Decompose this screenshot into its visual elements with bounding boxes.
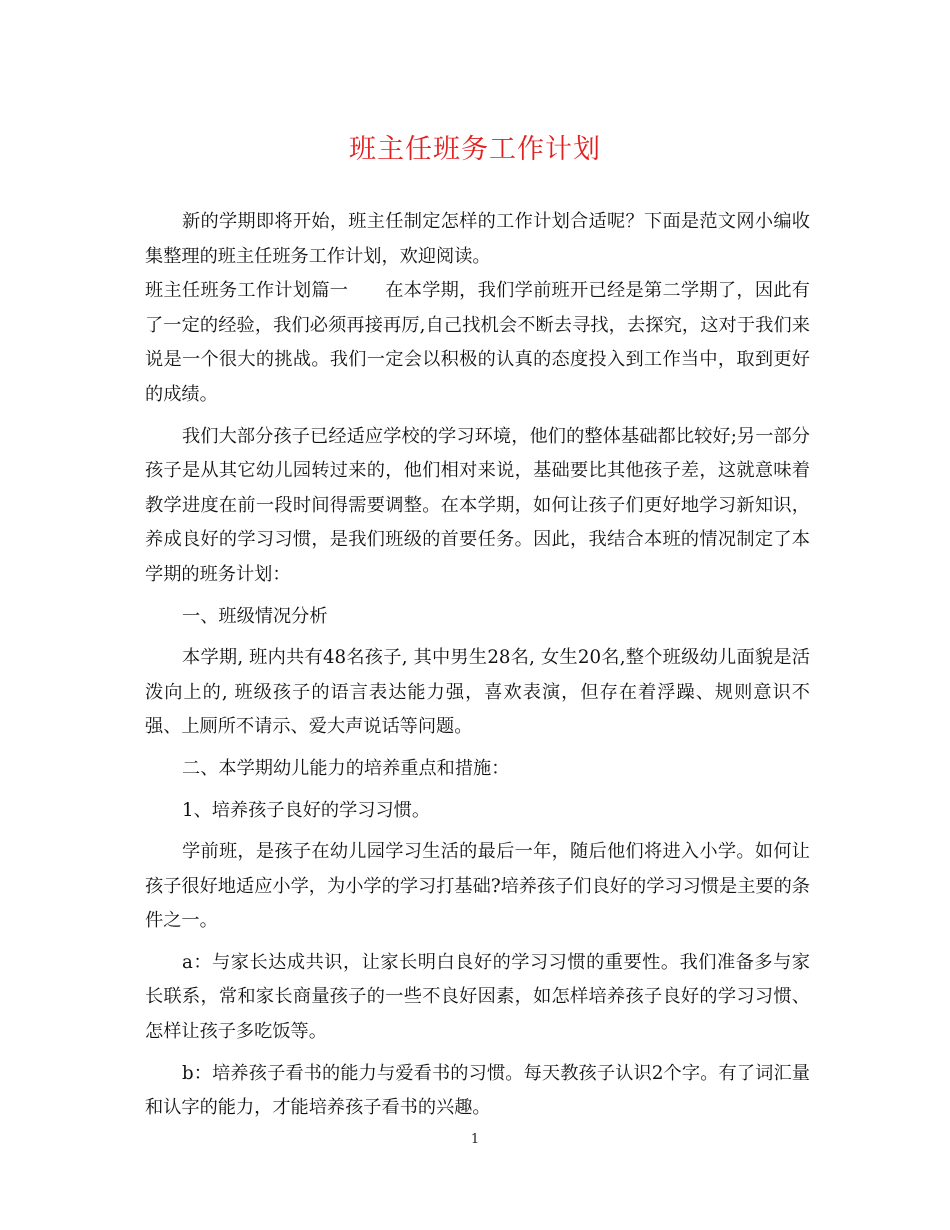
paragraph-measure-a: a：与家长达成共识，让家长明白良好的学习习惯的重要性。我们准备多与家长联系，常和家长商量孩子的一些不良好因素，如怎样培养孩子良好的学习习惯、怎样让孩子多吃饭等。: [145, 951, 810, 1043]
section-heading-class-analysis: 一、班级情况分析: [182, 605, 328, 627]
paragraph-measure-b: b：培养孩子看书的能力与爱看书的习惯。每天教孩子认识2个字。有了词汇量和认字的能力，才能培养孩子看书的兴趣。: [145, 1062, 810, 1119]
document-title: 班主任班务工作计划: [349, 134, 601, 165]
section-heading-ability-training: 二、本学期幼儿能力的培养重点和措施：: [182, 757, 510, 779]
document-body: [145, 205, 810, 1126]
paragraph-study-habits: 学前班，是孩子在幼儿园学习生活的最后一年，随后他们将进入小学。如何让孩子很好地适应小学，为小学的学习打基础?培养孩子们良好的学习习惯是主要的条件之一。: [145, 841, 810, 932]
paragraph-intro: 新的学期即将开始，班主任制定怎样的工作计划合适呢？下面是范文网小编收集整理的班主任班务工作计划，欢迎阅读。: [145, 211, 810, 267]
paragraph-class-analysis: 本学期, 班内共有48名孩子, 其中男生28名, 女生20名,整个班级幼儿面貌是活泼向上的, 班级孩子的语言表达能力强，喜欢表演，但存在着浮躁、规则意识不强、上厕所不请示、爱大声说话等问题。: [145, 647, 810, 738]
paragraph-plan-part-one: 班主任班务工作计划篇一 在本学期，我们学前班开已经是第二学期了，因此有了一定的经验，我们必须再接再厉,自己找机会不断去寻找，去探究，这对于我们来说是一个很大的挑战。我们一定会以积极的认真的态度投入到工作当中，取到更好的成绩。: [145, 280, 810, 405]
subheading-study-habits: 1、培养孩子良好的学习习惯。: [182, 799, 431, 821]
paragraph-class-background: 我们大部分孩子已经适应学校的学习环境，他们的整体基础都比较好;另一部分孩子是从其它幼儿园转过来的，他们相对来说，基础要比其他孩子差，这就意味着教学进度在前一段时间得需要调整。在本学期，如何让孩子们更好地学习新知识，养成良好的学习习惯，是我们班级的首要任务。因此，我结合本班的情况制定了本学期的班务计划：: [145, 425, 810, 585]
page-number: 1: [470, 1132, 480, 1147]
